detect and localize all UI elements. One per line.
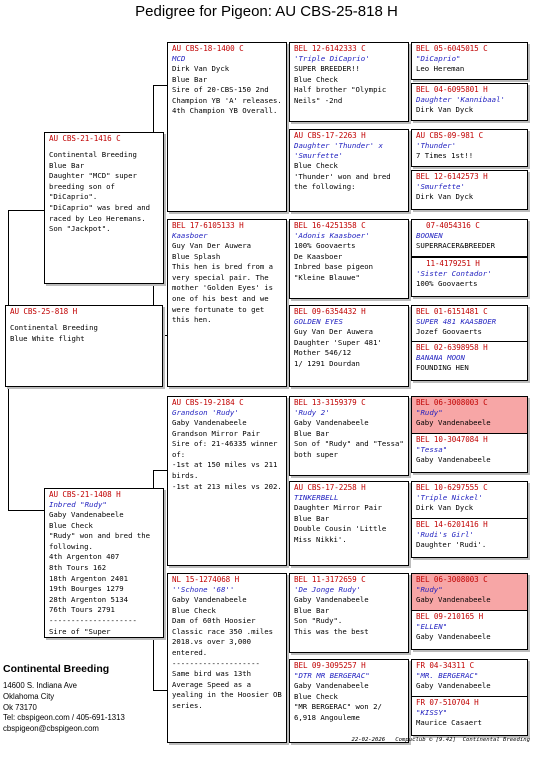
pigeon-card-gen4-11[interactable]: [411, 481, 528, 519]
pigeon-card-dam[interactable]: [44, 488, 164, 638]
pigeon-card-gen3-1[interactable]: [289, 42, 409, 122]
info-line: Gaby Vandenabeele: [49, 510, 124, 519]
info-line: Blue Check: [294, 161, 338, 170]
footer-owner: Continental Breeding: [462, 737, 530, 743]
pigeon-name: BOONEN: [416, 231, 443, 240]
info-line: This was the best: [294, 626, 369, 636]
pigeon-name: 'Smurfette': [416, 182, 465, 191]
info-line: -1st at 213 miles vs 202.: [172, 481, 282, 491]
pigeon-name: "Rudy": [416, 408, 443, 417]
info-line: 4th Argenton 407: [49, 552, 120, 562]
band-number: AU CBS-19-2184 C: [172, 398, 244, 407]
info-line: SUPER BREEDER!!: [294, 64, 360, 73]
breeder-info: [3, 663, 168, 735]
pigeon-name: "ELLEN": [416, 622, 448, 631]
info-line: Blue Check: [49, 520, 93, 530]
info-line: Gaby Vandenabeele: [416, 418, 491, 427]
pigeon-name: Daughter 'Kannibaal': [416, 95, 505, 104]
info-line: SUPERRACER&BREEDER: [416, 241, 496, 250]
info-line: Blue Bar: [172, 74, 208, 84]
info-line: Jozef Goovaerts: [416, 327, 482, 336]
band-number: BEL 02-6398958 H: [416, 343, 488, 352]
pigeon-name: 'Rudy 2': [294, 408, 330, 417]
pigeon-card-gen3-5[interactable]: [289, 396, 409, 476]
pigeon-name: 'Thunder': [416, 141, 457, 150]
pigeon-name: "Rudy": [416, 585, 443, 594]
info-line: --------------------: [49, 615, 137, 625]
pigeon-card-gen4-6[interactable]: [411, 257, 528, 297]
page-title: Pedigree for Pigeon: AU CBS-25-818 H: [135, 3, 398, 20]
connector: [153, 470, 167, 471]
pigeon-name: "MR. BERGERAC": [416, 671, 479, 680]
breeder-email[interactable]: cbspigeon@cbspigeon.com: [3, 724, 99, 734]
band-number: BEL 09-210165 H: [416, 612, 484, 621]
band-number: BEL 10-6297555 C: [416, 483, 488, 492]
band-number: AU CBS-09-981 C: [416, 131, 484, 140]
band-number: AU CBS-21-1408 H: [49, 490, 121, 499]
pigeon-card-sire-dam[interactable]: [167, 219, 287, 387]
info-line: Blue Check: [294, 74, 338, 84]
pigeon-card-gen3-4[interactable]: [289, 305, 409, 387]
info-line: Blue White flight: [10, 333, 85, 343]
pigeon-name: Daughter 'Thunder' x 'Smurfette': [294, 141, 383, 160]
connector: [8, 510, 44, 511]
band-number: NL 15-1274068 H: [172, 575, 240, 584]
info-line: Dirk Van Dyck: [416, 503, 474, 512]
pigeon-card-gen4-7[interactable]: [411, 305, 528, 343]
pigeon-card-dam-dam[interactable]: [167, 573, 287, 743]
info-line: Maurice Casaert: [416, 718, 482, 727]
info-line: "Rudy" won and bred the following.: [49, 531, 155, 551]
footer: [260, 737, 530, 743]
info-line: Son of "Rudy" and "Tessa" both super: [294, 439, 409, 459]
info-line: 19th Bourges 1279: [49, 584, 124, 594]
info-line: Blue Bar: [49, 160, 85, 170]
pigeon-card-subject[interactable]: [5, 305, 163, 387]
band-number: BEL 12-6142333 C: [294, 44, 366, 53]
band-number: AU CBS-25-818 H: [10, 307, 78, 316]
info-line: 8th Tours 162: [49, 562, 107, 572]
pigeon-card-gen3-7[interactable]: [289, 573, 409, 653]
band-number: BEL 10-3047084 H: [416, 435, 488, 444]
pigeon-name: GOLDEN EYES: [294, 317, 343, 326]
breeder-name: Continental Breeding: [3, 663, 110, 675]
pigeon-card-gen4-5[interactable]: [411, 219, 528, 257]
info-line: Daughter "MCD" super breeding son of "DiCaprio".: [49, 171, 142, 202]
pigeon-card-gen4-15[interactable]: [411, 659, 528, 697]
info-line: Daughter 'Super 481': [294, 337, 382, 347]
info-line: Dirk Van Dyck: [416, 105, 474, 114]
pigeon-name: SUPER 481 KAASBOER: [416, 317, 497, 326]
info-line: Guy Van Der Auwera: [294, 327, 374, 336]
info-line: Gaby Vandenabeele: [416, 595, 491, 604]
pigeon-card-gen3-6[interactable]: [289, 481, 409, 566]
info-line: Half brother "Olympic Neils" -2nd: [294, 85, 391, 105]
info-line: Grandson Mirror Pair: [172, 428, 260, 438]
band-number: BEL 12-6142573 H: [416, 172, 488, 181]
info-line: Daughter Mirror Pair: [294, 503, 382, 512]
pigeon-card-gen3-2[interactable]: [289, 129, 409, 212]
info-line: De Kaasboer: [294, 251, 343, 261]
band-number: FR 04-34311 C: [416, 661, 475, 670]
breeder-phone: Tel: cbspigeon.com / 405-691-1313: [3, 713, 125, 723]
info-line: Blue Splash: [172, 251, 221, 261]
info-line: 76th Tours 2791: [49, 605, 115, 615]
pigeon-name: "DTR MR BERGERAC": [294, 671, 370, 680]
pigeon-name: ''Schone '68'': [172, 585, 235, 594]
band-number: BEL 14-6201416 H: [416, 520, 488, 529]
footer-software: Compuclub © [9.42]: [395, 737, 456, 743]
info-line: Blue Bar: [294, 605, 330, 615]
connector: [153, 85, 167, 86]
info-line: Sire of "Super: [49, 626, 111, 636]
band-number: AU CBS-18-1400 C: [172, 44, 244, 53]
info-line: Inbred base pigeon "Kleine Blauwe": [294, 262, 378, 282]
info-line: Gaby Vandenabeele: [294, 595, 369, 604]
breeder-address: 14600 S. Indiana Ave: [3, 681, 77, 690]
pigeon-card-sire[interactable]: [44, 132, 164, 284]
band-number: BEL 09-6354432 H: [294, 307, 366, 316]
pigeon-card-gen4-8[interactable]: [411, 341, 528, 381]
info-line: --------------------: [172, 658, 260, 668]
info-line: -1st at 150 miles vs 211 birds.: [172, 460, 282, 480]
pigeon-card-gen3-8[interactable]: [289, 659, 409, 743]
info-line: Blue Bar: [294, 428, 330, 438]
info-line: Sire of 20-CBS-150 2nd Champion YB 'A' releases. 4th Champion YB Overall.: [172, 85, 287, 116]
band-number: AU CBS-17-2258 H: [294, 483, 366, 492]
pigeon-name: 'Sister Contador': [416, 269, 492, 278]
breeder-state-zip: Ok 73170: [3, 702, 37, 712]
info-line: "DiCaprio" was bred and raced by Leo Heremans. Son "Jackpot".: [49, 202, 155, 234]
pigeon-card-gen4-4[interactable]: [411, 170, 528, 210]
info-line: "MR BERGERAC" won 2/ 6,918 Angouleme: [294, 702, 387, 722]
pigeon-name: Grandson 'Rudy': [172, 408, 239, 417]
band-number: BEL 01-6151481 C: [416, 307, 488, 316]
band-number: BEL 06-3008003 C: [416, 575, 488, 584]
band-number: FR 07-510704 H: [416, 698, 479, 707]
info-line: Same bird was 13th Average Speed as a yealing in the Hoosier OB series.: [172, 669, 287, 710]
info-line: Gaby Vandenabeele: [294, 681, 369, 690]
pigeon-card-gen4-13[interactable]: [411, 573, 528, 611]
pigeon-name: 'Triple Nickel': [416, 493, 483, 502]
pigeon-card-gen4-1[interactable]: [411, 42, 528, 80]
info-line: Mother 546/12: [294, 348, 352, 358]
info-line: 18th Argenton 2401: [49, 573, 129, 583]
band-number: BEL 11-3172659 C: [294, 575, 366, 584]
info-line: Gaby Vandenabeele: [416, 632, 491, 641]
info-line: Blue Check: [294, 691, 338, 701]
pigeon-name: 'Adonis Kaasboer': [294, 231, 370, 240]
pigeon-card-sire-sire[interactable]: [167, 42, 287, 212]
band-number: AU CBS-21-1416 C: [49, 134, 121, 143]
info-line: FOUNDING HEN: [416, 363, 469, 372]
pigeon-name: 'Triple DiCaprio': [294, 54, 370, 63]
info-line: Daughter 'Rudi'.: [416, 540, 487, 549]
band-number: BEL 06-3008003 C: [416, 398, 488, 407]
pigeon-name: Inbred "Rudy": [49, 500, 107, 509]
info-line: 28th Argenton 5134: [49, 594, 129, 604]
info-line: Dam of 60th Hoosier Classic race 350 .miles 2018.vs over 3,000 entered.: [172, 616, 278, 657]
info-line: 'Thunder' won and bred the following:: [294, 171, 396, 192]
pigeon-card-gen4-2[interactable]: [411, 83, 528, 121]
footer-date: 22-02-2026: [351, 737, 386, 743]
band-number: 07-4054316 C: [426, 221, 480, 230]
info-line: Leo Hereman: [416, 64, 465, 73]
band-number: BEL 16-4251358 C: [294, 221, 366, 230]
pigeon-name: "Tessa": [416, 445, 448, 454]
info-line: Blue Check: [172, 605, 216, 615]
band-number: BEL 17-6105133 H: [172, 221, 244, 230]
info-line: 1/ 1291 Dourdan: [294, 358, 360, 368]
info-line: Continental Breeding: [49, 150, 137, 159]
band-number: BEL 05-6045015 C: [416, 44, 488, 53]
info-line: Dirk Van Dyck: [416, 192, 474, 201]
info-line: 100% Goovaerts: [294, 241, 356, 250]
pigeon-name: Kaasboer: [172, 231, 208, 240]
info-line: Sire of: 21-46335 winner of:: [172, 439, 282, 459]
info-line: Double Cousin 'Little Miss Nikki'.: [294, 524, 391, 544]
pigeon-name: "DiCaprio": [416, 54, 461, 63]
info-line: Dirk Van Dyck: [172, 64, 230, 73]
pigeon-card-gen4-16[interactable]: [411, 696, 528, 736]
pigeon-card-gen4-9[interactable]: [411, 396, 528, 434]
band-number: 11-4179251 H: [426, 259, 480, 268]
info-line: 100% Goovaerts: [416, 279, 478, 288]
info-line: Gaby Vandenabeele: [172, 418, 247, 427]
info-line: Son "Rudy".: [294, 616, 343, 626]
connector: [8, 210, 44, 211]
info-line: Gaby Vandenabeele: [294, 418, 369, 427]
pigeon-name: 'Rudi's Girl': [416, 530, 474, 539]
pigeon-name: BANANA MOON: [416, 353, 465, 362]
pigeon-card-gen4-3[interactable]: [411, 129, 528, 167]
pigeon-card-dam-sire[interactable]: [167, 396, 287, 566]
pigeon-card-gen4-10[interactable]: [411, 433, 528, 473]
info-line: Continental Breeding: [10, 323, 98, 332]
pigeon-card-gen4-12[interactable]: [411, 518, 528, 558]
info-line: Gaby Vandenabeele: [416, 455, 491, 464]
pigeon-name: TINKERBELL: [294, 493, 339, 502]
info-line: This hen is bred from a very special pair. The mother 'Golden Eyes' is one of his best and we were fortunate to get this hen.: [172, 262, 278, 325]
pigeon-card-gen4-14[interactable]: [411, 610, 528, 650]
pigeon-name: MCD: [172, 54, 186, 63]
info-line: 7 Times 1st!!: [416, 151, 474, 160]
info-line: Gaby Vandenabeele: [416, 681, 491, 690]
pigeon-name: 'De Jonge Rudy': [294, 585, 361, 594]
band-number: BEL 04-6095801 H: [416, 85, 488, 94]
info-line: Gaby Vandenabeele: [172, 595, 247, 604]
info-line: Guy Van Der Auwera: [172, 241, 252, 250]
band-number: BEL 13-3159379 C: [294, 398, 366, 407]
pigeon-name: "KISSY": [416, 708, 448, 717]
band-number: BEL 09-3095257 H: [294, 661, 366, 670]
breeder-city: Oklahoma City: [3, 691, 55, 701]
pigeon-card-gen3-3[interactable]: [289, 219, 409, 299]
info-line: Blue Bar: [294, 513, 330, 523]
band-number: AU CBS-17-2263 H: [294, 131, 366, 140]
